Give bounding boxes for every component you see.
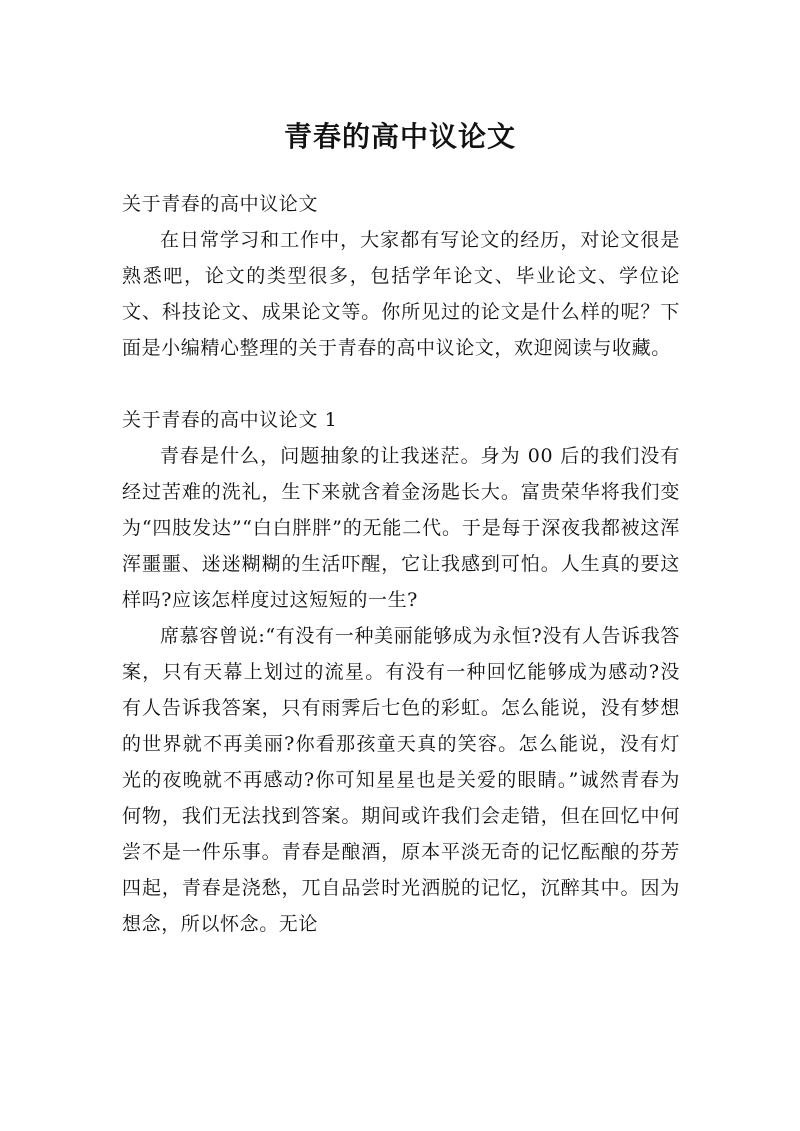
essay-1-paragraph-1: 青春是什么，问题抽象的让我迷茫。身为 00 后的我们没有经过苦难的洗礼，生下来就含着金汤匙长大。富贵荣华将我们变为“四肢发达”“白白胖胖”的无能二代。于是每于深夜我都被这浑浑噩噩、迷迷糊糊的生活吓醒，它让我感到可怕。人生真的要这样吗?应该怎样度过这短短的一生? (122, 445, 680, 611)
section-gap (122, 366, 680, 402)
intro-heading: 关于青春的高中议论文 (122, 193, 319, 215)
document-body (122, 186, 680, 942)
intro-paragraph: 在日常学习和工作中，大家都有写论文的经历，对论文很是熟悉吧，论文的类型很多，包括学年论文、毕业论文、学位论文、科技论文、成果论文等。你所见过的论文是什么样的呢？下面是小编精心整理的关于青春的高中议论文，欢迎阅读与收藏。 (122, 229, 680, 359)
essay-1-heading: 关于青春的高中议论文 1 (122, 409, 338, 431)
document-title: 青春的高中议论文 (283, 119, 516, 153)
essay-1-paragraph-2: 席慕容曾说:“有没有一种美丽能够成为永恒?没有人告诉我答案，只有天幕上划过的流星。有没有一种回忆能够成为感动?没有人告诉我答案，只有雨霁后七色的彩虹。怎么能说，没有梦想的世界就不再美丽?你看那孩童天真的笑容。怎么能说，没有灯光的夜晚就不再感动?你可知星星也是关爱的眼睛。”诚然青春为何物，我们无法找到答案。期间或许我们会走错，但在回忆中何尝不是一件乐事。青春是酿酒，原本平淡无奇的记忆酝酿的芬芳四起，青春是浇愁，兀自品尝时光洒脱的记忆，沉醉其中。因为想念，所以怀念。无论 (122, 625, 680, 935)
